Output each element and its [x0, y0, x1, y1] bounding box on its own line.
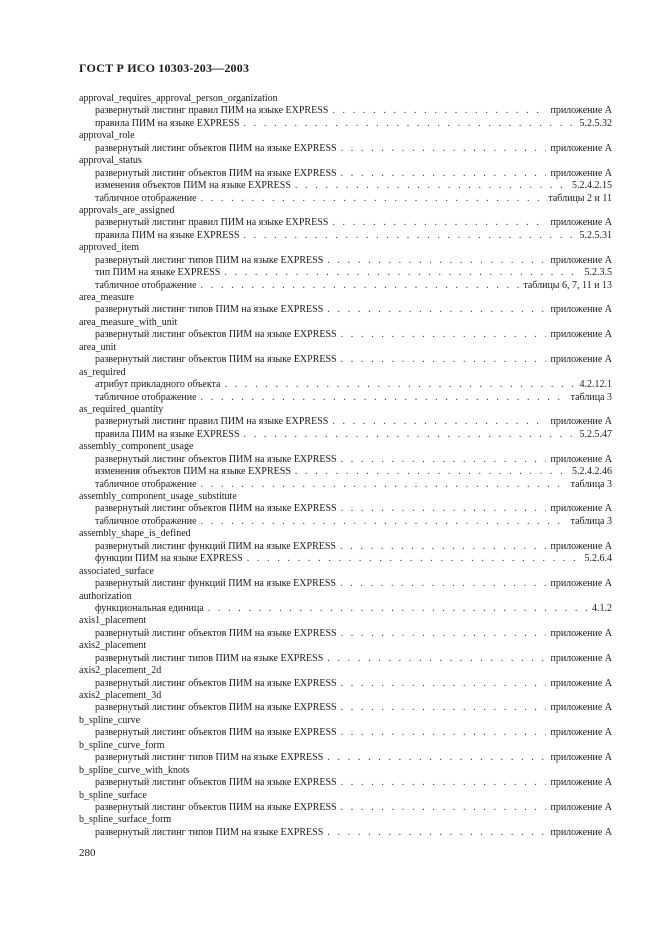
- index-reference: [79, 777, 612, 789]
- dot-leader: [341, 329, 547, 341]
- index-reference: [79, 105, 612, 117]
- reference-label: правила ПИМ на языке EXPRESS: [95, 428, 240, 440]
- reference-label: развернутый листинг объектов ПИМ на языке EXPRESS: [95, 801, 337, 813]
- reference-target: 5.2.4.2.15: [572, 180, 612, 192]
- reference-label: изменения объектов ПИМ на языке EXPRESS: [95, 466, 291, 478]
- reference-label: развернутый листинг объектов ПИМ на языке EXPRESS: [95, 677, 337, 689]
- reference-label: табличное отображение: [95, 478, 197, 490]
- dot-leader: [332, 416, 546, 428]
- index-reference: [79, 193, 612, 205]
- reference-label: табличное отображение: [95, 391, 197, 403]
- index-reference: [79, 653, 612, 665]
- index-reference: [79, 503, 612, 515]
- reference-label: правила ПИМ на языке EXPRESS: [95, 229, 240, 241]
- dot-leader: [341, 727, 547, 739]
- index-reference: [79, 392, 612, 404]
- reference-target: приложение А: [550, 453, 612, 465]
- reference-label: развернутый листинг типов ПИМ на языке EXPRESS: [95, 304, 324, 316]
- index-term: b_spline_surface_form: [79, 814, 172, 826]
- reference-target: таблицы 6, 7, 11 и 13: [523, 279, 612, 291]
- index-reference: [79, 603, 612, 615]
- reference-target: приложение А: [550, 354, 612, 366]
- reference-target: таблицы 2 и 11: [548, 192, 612, 204]
- reference-target: 5.2.5.31: [579, 229, 612, 241]
- index-reference: [79, 553, 612, 565]
- index-term: area_measure_with_unit: [79, 316, 178, 328]
- reference-target: приложение А: [550, 801, 612, 813]
- index-reference: [79, 230, 612, 242]
- reference-label: развернутый листинг объектов ПИМ на языке EXPRESS: [95, 702, 337, 714]
- index-reference: [79, 702, 612, 714]
- reference-label: табличное отображение: [95, 279, 197, 291]
- reference-target: приложение А: [550, 304, 612, 316]
- index-term: as_required_quantity: [79, 403, 164, 415]
- index-reference: [79, 466, 612, 478]
- reference-target: таблица 3: [570, 478, 612, 490]
- dot-leader: [341, 354, 547, 366]
- dot-leader: [340, 541, 547, 553]
- reference-target: приложение А: [550, 416, 612, 428]
- index-term: b_spline_curve_with_knots: [79, 764, 190, 776]
- reference-target: приложение А: [550, 105, 612, 117]
- index-reference: [79, 255, 612, 267]
- index-term: assembly_component_usage: [79, 441, 194, 453]
- reference-label: развернутый листинг объектов ПИМ на языке EXPRESS: [95, 503, 337, 515]
- reference-target: таблица 3: [570, 515, 612, 527]
- dot-leader: [201, 392, 567, 404]
- dot-leader: [225, 379, 576, 391]
- index-reference: [79, 329, 612, 341]
- reference-target: приложение А: [550, 677, 612, 689]
- reference-target: 5.2.5.47: [579, 428, 612, 440]
- dot-leader: [332, 217, 546, 229]
- reference-label: развернутый листинг объектов ПИМ на языке EXPRESS: [95, 777, 337, 789]
- reference-label: развернутый листинг объектов ПИМ на языке EXPRESS: [95, 167, 337, 179]
- index-reference: [79, 429, 612, 441]
- reference-label: развернутый листинг объектов ПИМ на языке EXPRESS: [95, 627, 337, 639]
- dot-leader: [327, 653, 546, 665]
- reference-label: атрибут прикладного объекта: [95, 379, 221, 391]
- dot-leader: [341, 454, 547, 466]
- reference-target: приложение А: [550, 727, 612, 739]
- dot-leader: [247, 553, 581, 565]
- index-term: associated_surface: [79, 565, 154, 577]
- index-reference: [79, 454, 612, 466]
- reference-target: 4.1.2: [592, 602, 612, 614]
- reference-label: развернутый листинг объектов ПИМ на языке EXPRESS: [95, 354, 337, 366]
- page-header: ГОСТ Р ИСО 10303-203—2003: [79, 61, 250, 75]
- dot-leader: [201, 479, 567, 491]
- dot-leader: [332, 105, 546, 117]
- index-reference: [79, 217, 612, 229]
- dot-leader: [327, 255, 546, 267]
- index-reference: [79, 802, 612, 814]
- reference-target: приложение А: [550, 329, 612, 341]
- dot-leader: [327, 752, 546, 764]
- index-reference: [79, 280, 612, 292]
- index-term: approval_requires_approval_person_organization: [79, 93, 278, 104]
- reference-label: развернутый листинг объектов ПИМ на языке EXPRESS: [95, 453, 337, 465]
- dot-leader: [208, 603, 588, 615]
- reference-target: приложение А: [550, 578, 612, 590]
- reference-target: приложение А: [550, 627, 612, 639]
- index-term: area_unit: [79, 341, 117, 353]
- reference-target: приложение А: [550, 503, 612, 515]
- reference-label: развернутый листинг типов ПИМ на языке EXPRESS: [95, 826, 324, 838]
- index-term: area_measure: [79, 292, 134, 303]
- reference-target: 5.2.3.5: [584, 267, 612, 279]
- reference-label: развернутый листинг правил ПИМ на языке EXPRESS: [95, 416, 329, 428]
- index-list: [79, 93, 612, 839]
- reference-label: развернутый листинг объектов ПИМ на языке EXPRESS: [95, 142, 337, 154]
- dot-leader: [295, 466, 568, 478]
- index-reference: [79, 827, 612, 839]
- dot-leader: [224, 267, 580, 279]
- index-reference: [79, 479, 612, 491]
- index-term: authorization: [79, 590, 132, 602]
- dot-leader: [327, 827, 546, 839]
- index-reference: [79, 578, 612, 590]
- dot-leader: [295, 180, 568, 192]
- dot-leader: [327, 304, 546, 316]
- dot-leader: [244, 429, 576, 441]
- reference-target: 5.2.5.32: [579, 117, 612, 129]
- index-term: as_required: [79, 366, 126, 378]
- index-reference: [79, 516, 612, 528]
- index-reference: [79, 304, 612, 316]
- index-reference: [79, 541, 612, 553]
- index-term: approvals_are_assigned: [79, 204, 175, 216]
- reference-label: развернутый листинг объектов ПИМ на языке EXPRESS: [95, 329, 337, 341]
- reference-label: правила ПИМ на языке EXPRESS: [95, 117, 240, 129]
- reference-label: развернутый листинг функций ПИМ на языке EXPRESS: [95, 578, 336, 590]
- reference-label: тип ПИМ на языке EXPRESS: [95, 267, 221, 279]
- reference-label: функциональная единица: [95, 602, 204, 614]
- reference-label: развернутый листинг правил ПИМ на языке EXPRESS: [95, 105, 329, 117]
- index-term: b_spline_curve: [79, 714, 141, 726]
- dot-leader: [341, 777, 547, 789]
- dot-leader: [341, 503, 547, 515]
- index-reference: [79, 267, 612, 279]
- index-reference: [79, 143, 612, 155]
- index-term: b_spline_curve_form: [79, 739, 165, 751]
- index-term: assembly_component_usage_substitute: [79, 491, 237, 502]
- reference-label: изменения объектов ПИМ на языке EXPRESS: [95, 180, 291, 192]
- reference-target: 5.2.6.4: [584, 553, 612, 565]
- index-term: axis2_placement_3d: [79, 690, 162, 701]
- dot-leader: [340, 578, 547, 590]
- reference-label: развернутый листинг типов ПИМ на языке EXPRESS: [95, 752, 324, 764]
- index-term: approval_role: [79, 130, 135, 142]
- dot-leader: [201, 280, 520, 292]
- dot-leader: [341, 628, 547, 640]
- reference-label: функции ПИМ на языке EXPRESS: [95, 553, 243, 565]
- index-reference: [79, 354, 612, 366]
- index-reference: [79, 628, 612, 640]
- reference-target: приложение А: [550, 217, 612, 229]
- reference-target: приложение А: [550, 826, 612, 838]
- index-reference: [79, 180, 612, 192]
- index-reference: [79, 678, 612, 690]
- reference-target: приложение А: [550, 777, 612, 789]
- index-term: approval_status: [79, 155, 142, 167]
- dot-leader: [244, 230, 576, 242]
- index-reference: [79, 752, 612, 764]
- reference-label: развернутый листинг объектов ПИМ на языке EXPRESS: [95, 727, 337, 739]
- index-term: approved_item: [79, 242, 139, 254]
- index-reference: [79, 118, 612, 130]
- dot-leader: [341, 802, 547, 814]
- reference-label: развернутый листинг правил ПИМ на языке EXPRESS: [95, 217, 329, 229]
- reference-target: приложение А: [550, 752, 612, 764]
- dot-leader: [341, 702, 547, 714]
- reference-target: приложение А: [550, 142, 612, 154]
- reference-label: развернутый листинг типов ПИМ на языке EXPRESS: [95, 254, 324, 266]
- reference-target: 5.2.4.2.46: [572, 466, 612, 478]
- index-reference: [79, 379, 612, 391]
- index-reference: [79, 416, 612, 428]
- index-term: axis2_placement: [79, 640, 147, 652]
- index-term: axis2_placement_2d: [79, 665, 162, 677]
- reference-label: табличное отображение: [95, 192, 197, 204]
- reference-target: приложение А: [550, 540, 612, 552]
- dot-leader: [201, 193, 545, 205]
- dot-leader: [341, 143, 547, 155]
- reference-target: приложение А: [550, 702, 612, 714]
- reference-label: табличное отображение: [95, 515, 197, 527]
- reference-target: таблица 3: [570, 391, 612, 403]
- index-reference: [79, 727, 612, 739]
- dot-leader: [341, 168, 547, 180]
- index-term: assembly_shape_is_defined: [79, 528, 191, 540]
- dot-leader: [244, 118, 576, 130]
- page-number: 280: [79, 847, 96, 859]
- dot-leader: [341, 678, 547, 690]
- reference-target: приложение А: [550, 167, 612, 179]
- index-term: axis1_placement: [79, 615, 147, 627]
- reference-target: приложение А: [550, 652, 612, 664]
- reference-label: развернутый листинг типов ПИМ на языке EXPRESS: [95, 652, 324, 664]
- reference-target: приложение А: [550, 254, 612, 266]
- index-reference: [79, 168, 612, 180]
- dot-leader: [201, 516, 567, 528]
- index-term: b_spline_surface: [79, 789, 147, 801]
- reference-label: развернутый листинг функций ПИМ на языке EXPRESS: [95, 540, 336, 552]
- reference-target: 4.2.12.1: [579, 379, 612, 391]
